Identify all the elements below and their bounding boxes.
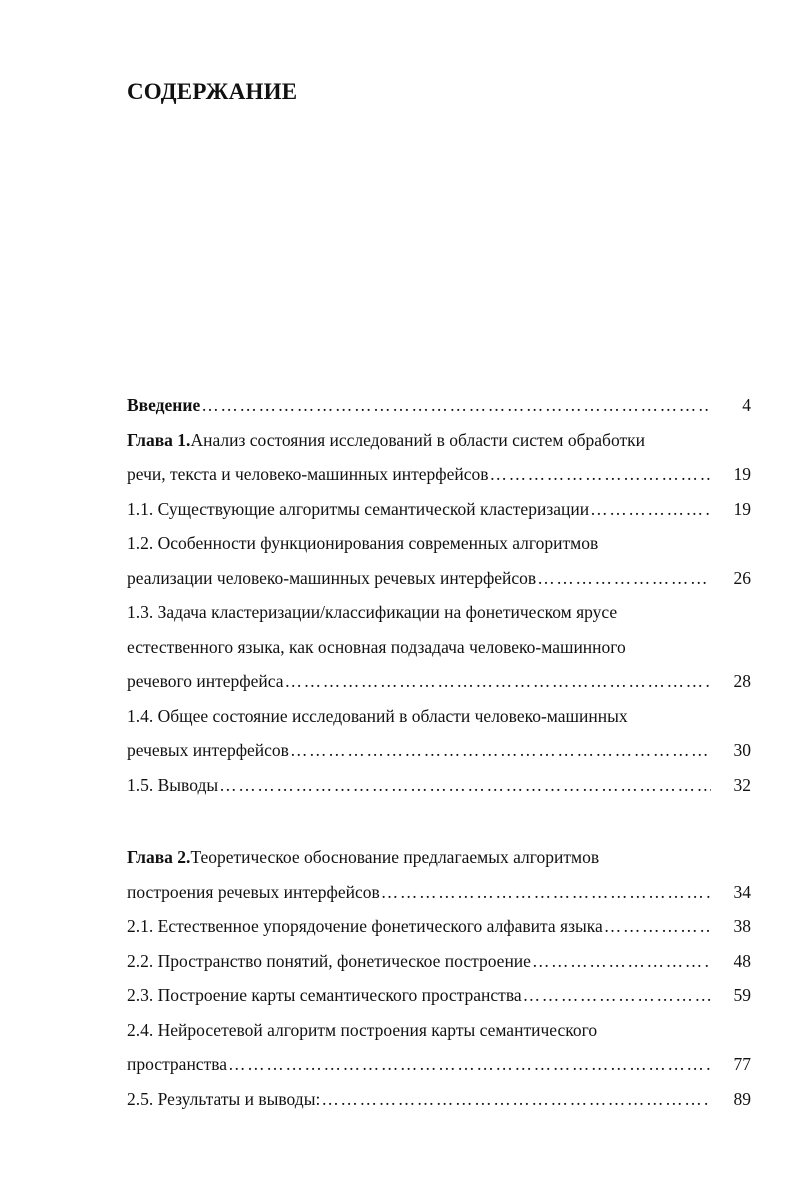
toc-entry-label: 1.4. Общее состояние исследований в области человеко-машинных [127,705,628,726]
toc-page-number: 32 [733,774,751,795]
toc-page-number: 89 [733,1088,751,1109]
dot-leader [590,492,711,527]
dot-leader [537,561,711,596]
toc-page-number: 19 [733,464,751,484]
dot-leader [523,978,711,1013]
page-title: СОДЕРЖАНИЕ [127,79,298,104]
chapter-title: Теоретическое обоснование предлагаемых алгоритмов [190,847,600,867]
toc-page-number: 19 [733,498,751,519]
toc-block-chapter-1 [127,388,751,802]
toc-entry-label: 1.3. Задача кластеризации/классификации на фонетическом ярусе [127,602,618,622]
dot-leader [321,1082,711,1117]
toc-entry-label: 2.3. Построение карты семантического пространства [127,978,523,1013]
dot-leader [489,457,711,492]
toc-entry-label: 2.4. Нейросетевой алгоритм построения карты семантического [127,1019,598,1040]
toc-entry-2-4[interactable] [127,1013,751,1048]
toc-entry-label: построения речевых интерфейсов [127,875,381,910]
dot-leader [201,388,711,423]
toc-entry-label: Введение [127,388,201,423]
toc-entry-chapter-1[interactable] [127,423,751,458]
toc-page-number: 48 [733,950,751,971]
toc-entry-2-5[interactable] [127,1082,751,1117]
dot-leader [604,909,711,944]
toc-entry-1-2-cont[interactable] [127,561,751,596]
toc-entry-1-3-cont[interactable] [127,630,751,665]
toc-entry-label: пространства [127,1047,228,1082]
toc-entry-chapter-2[interactable] [127,840,751,875]
toc-entry-label: реализации человеко-машинных речевых интерфейсов [127,561,537,596]
toc-page-number: 77 [733,1054,751,1074]
toc-entry-chapter-2-cont[interactable] [127,875,751,910]
toc-entry-introduction[interactable] [127,388,751,423]
toc-entry-label: речевых интерфейсов [127,733,290,768]
dot-leader [290,733,711,768]
dot-leader [381,875,711,910]
dot-leader [532,944,711,979]
dot-leader [285,664,711,699]
toc-entry-1-5[interactable] [127,768,751,803]
toc-entry-label: 1.5. Выводы [127,768,219,803]
toc-entry-2-2[interactable] [127,944,751,979]
toc-entry-label: 1.2. Особенности функционирования современных алгоритмов [127,533,599,553]
toc-entry-label: 2.2. Пространство понятий, фонетическое построение [127,944,532,979]
toc-entry-label: речи, текста и человеко-машинных интерфейсов [127,457,489,492]
toc-entry-1-3[interactable] [127,595,751,630]
toc-page-number: 38 [733,916,751,936]
toc-entry-label: 1.1. Существующие алгоритмы семантической кластеризации [127,492,590,527]
toc-block-chapter-2 [127,840,751,1116]
toc-entry-1-4-cont[interactable] [127,733,751,768]
toc-page-number: 34 [733,881,751,902]
toc-entry-1-2[interactable] [127,526,751,561]
dot-leader [219,768,711,803]
toc-entry-label: 2.1. Естественное упорядочение фонетического алфавита языка [127,909,604,944]
chapter-number: Глава 2. [127,847,191,867]
toc-page-number: 4 [742,395,751,415]
chapter-number: Глава 1. [127,429,191,450]
toc-page-number: 30 [733,740,751,760]
toc-entry-label: речевого интерфейса [127,664,285,699]
chapter-title: Анализ состояния исследований в области систем обработки [190,429,645,450]
toc-entry-2-4-cont[interactable] [127,1047,751,1082]
toc-entry-chapter-1-cont[interactable] [127,457,751,492]
toc-page-number: 59 [733,985,751,1005]
toc-page-number: 28 [733,671,751,691]
toc-entry-label: 2.5. Результаты и выводы: [127,1082,321,1117]
toc-entry-1-3-end[interactable] [127,664,751,699]
toc-entry-1-4[interactable] [127,699,751,734]
toc-entry-1-1[interactable] [127,492,751,527]
toc-page-number: 26 [733,567,751,588]
toc-entry-2-3[interactable] [127,978,751,1013]
toc-entry-2-1[interactable] [127,909,751,944]
dot-leader [228,1047,711,1082]
toc-entry-label: естественного языка, как основная подзадача человеко-машинного [127,636,626,657]
